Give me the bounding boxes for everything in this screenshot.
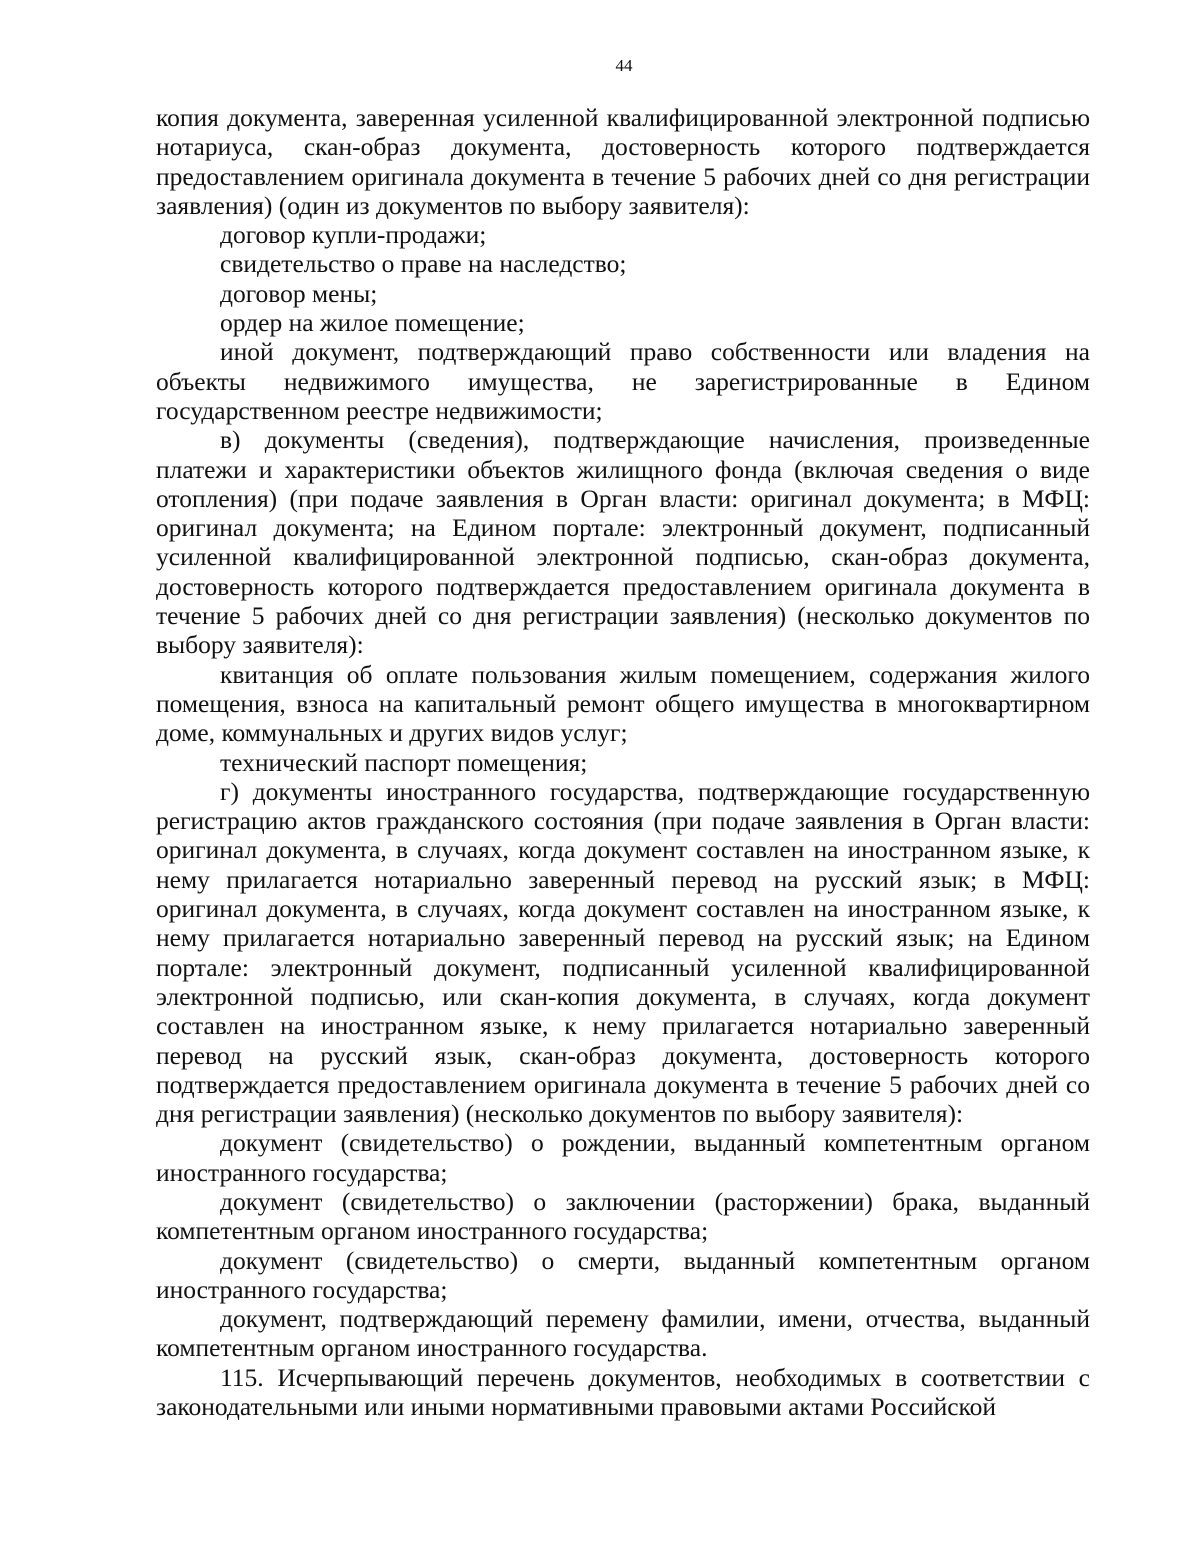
paragraph: г) документы иностранного государства, подтверждающие государственную регистрацию актов гражданского состояния (при подаче заявления в Орган власти: оригинал документа, в случаях, когда документ составлен на иностранном языке, к нему прилагается нотариально заверенный перевод на русский язык; в МФЦ: оригинал документа, в случаях, когда документ составлен на иностранном языке, к нему прилагается нотариально заверенный перевод на русский язык; на Едином портале: электронный документ, подписанный усиленной квалифицированной электронной подписью, или скан-копия документа, в случаях, когда документ составлен на иностранном языке, к нему прилагается нотариально заверенный перевод на русский язык, скан-образ документа, достоверность которого подтверждается предоставлением оригинала документа в течение 5 рабочих дней со дня регистрации заявления) (несколько документов по выбору заявителя): [156, 776, 1090, 1129]
list-item: документ (свидетельство) о заключении (расторжении) брака, выданный компетентным органом иностранного государства; [156, 1186, 1090, 1246]
list-item: договор купли-продажи; [220, 220, 487, 250]
list-item: документ (свидетельство) о смерти, выданный компетентным органом иностранного государства; [156, 1245, 1090, 1304]
page-number: 44 [615, 56, 633, 75]
document-body [156, 103, 1090, 1421]
list-item: документ (свидетельство) о рождении, выданный компетентным органом иностранного государства; [156, 1128, 1090, 1187]
list-item: квитанция об оплате пользования жилым помещением, содержания жилого помещения, взноса на капитальный ремонт общего имущества в многоквартирном доме, коммунальных и других видов услуг; [156, 659, 1090, 748]
paragraph: в) документы (сведения), подтверждающие начисления, произведенные платежи и характеристики объектов жилищного фонда (включая сведения о виде отопления) (при подаче заявления в Орган власти: оригинал документа; в МФЦ: оригинал документа; на Едином портале: электронный документ, подписанный усиленной квалифицированной электронной подписью, скан-образ документа, достоверность которого подтверждается предоставлением оригинала документа в течение 5 рабочих дней со дня регистрации заявления) (несколько документов по выбору заявителя): [156, 425, 1090, 660]
list-item: свидетельство о праве на наследство; [220, 249, 627, 279]
list-item: технический паспорт помещения; [220, 747, 588, 777]
list-item: договор мены; [220, 278, 378, 308]
list-item: ордер на жилое помещение; [220, 308, 525, 338]
paragraph: 115. Исчерпывающий перечень документов, необходимых в соответствии с законодательными или иными нормативными правовыми актами Российской [156, 1362, 1090, 1422]
list-item: документ, подтверждающий перемену фамилии, имени, отчества, выданный компетентным органом иностранного государства. [156, 1304, 1090, 1363]
list-item: иной документ, подтверждающий право собственности или владения на объекты недвижимого имущества, не зарегистрированные в Едином государственном реестре недвижимости; [156, 337, 1090, 425]
paragraph: копия документа, заверенная усиленной квалифицированной электронной подписью нотариуса, скан-образ документа, достоверность которого подтверждается предоставлением оригинала документа в течение 5 рабочих дней со дня регистрации заявления) (один из документов по выбору заявителя): [156, 103, 1090, 220]
